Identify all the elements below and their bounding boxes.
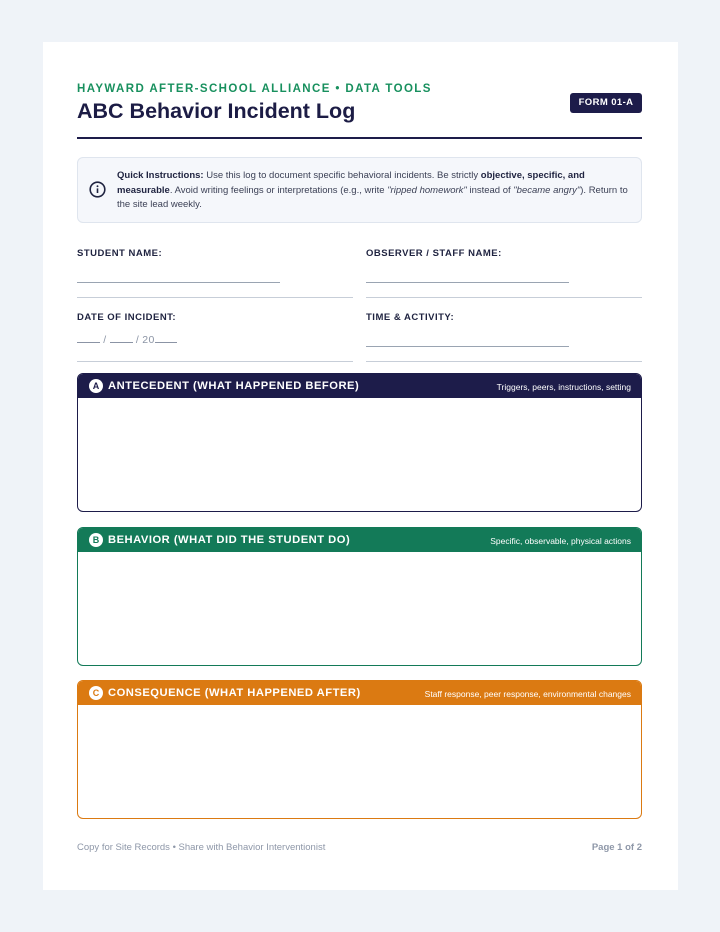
month-blank[interactable] bbox=[77, 333, 100, 343]
instructions-text bbox=[117, 169, 632, 213]
instructions-example: "became angry" bbox=[513, 184, 581, 196]
date-label: DATE OF INCIDENT: bbox=[77, 312, 177, 323]
form-page bbox=[43, 42, 678, 890]
student-name-line[interactable] bbox=[77, 282, 280, 283]
time-activity-field[interactable] bbox=[366, 312, 642, 362]
footer-note: Copy for Site Records • Share with Behavior Interventionist bbox=[77, 842, 326, 853]
page-number: Page 1 of 2 bbox=[591, 842, 642, 853]
student-name-label: STUDENT NAME: bbox=[77, 248, 163, 259]
behavior-header bbox=[78, 528, 641, 552]
section-hint: Staff response, peer response, environmental changes bbox=[424, 689, 631, 699]
section-letter-badge: A bbox=[89, 379, 103, 393]
section-letter-badge: B bbox=[89, 533, 103, 547]
section-title: BEHAVIOR (WHAT DID THE STUDENT DO) bbox=[108, 534, 351, 546]
instructions-box bbox=[77, 157, 642, 223]
year-prefix: / 20 bbox=[135, 334, 155, 346]
date-separator: / bbox=[103, 334, 107, 346]
antecedent-section[interactable] bbox=[77, 373, 642, 512]
observer-name-field[interactable] bbox=[366, 248, 642, 298]
consequence-header bbox=[78, 681, 641, 705]
title-divider bbox=[77, 137, 642, 139]
antecedent-header bbox=[78, 374, 641, 398]
section-title: CONSEQUENCE (WHAT HAPPENED AFTER) bbox=[108, 687, 361, 699]
date-field[interactable] bbox=[77, 312, 353, 362]
organization-label: HAYWARD AFTER-SCHOOL ALLIANCE • DATA TOOLS bbox=[77, 83, 432, 95]
observer-name-label: OBSERVER / STAFF NAME: bbox=[366, 248, 502, 259]
behavior-section[interactable] bbox=[77, 527, 642, 666]
instructions-example: "ripped homework" bbox=[387, 184, 467, 196]
year-blank[interactable] bbox=[155, 333, 177, 343]
instructions-lead: Quick Instructions: bbox=[117, 170, 204, 181]
page-title: ABC Behavior Incident Log bbox=[77, 99, 356, 123]
form-id-badge: FORM 01-A bbox=[570, 93, 642, 113]
section-hint: Specific, observable, physical actions bbox=[490, 536, 631, 546]
instructions-part: Use this log to document specific behavioral incidents. Be strictly bbox=[203, 170, 481, 181]
day-blank[interactable] bbox=[110, 333, 133, 343]
info-icon bbox=[89, 181, 106, 198]
instructions-emphasis: objective, specific, and measurable bbox=[117, 170, 585, 196]
instructions-part: instead of bbox=[466, 184, 514, 196]
date-blanks[interactable] bbox=[77, 333, 177, 346]
observer-name-line[interactable] bbox=[366, 282, 569, 283]
section-hint: Triggers, peers, instructions, setting bbox=[496, 382, 631, 392]
instructions-part: . Avoid writing feelings or interpretations (e.g., write bbox=[169, 184, 388, 196]
time-activity-line[interactable] bbox=[366, 346, 569, 347]
section-title: ANTECEDENT (WHAT HAPPENED BEFORE) bbox=[108, 380, 360, 392]
student-name-field[interactable] bbox=[77, 248, 353, 298]
section-letter-badge: C bbox=[89, 686, 103, 700]
time-activity-label: TIME & ACTIVITY: bbox=[366, 312, 455, 323]
consequence-section[interactable] bbox=[77, 680, 642, 819]
instructions-part: ). Return to the site lead weekly. bbox=[117, 184, 628, 210]
